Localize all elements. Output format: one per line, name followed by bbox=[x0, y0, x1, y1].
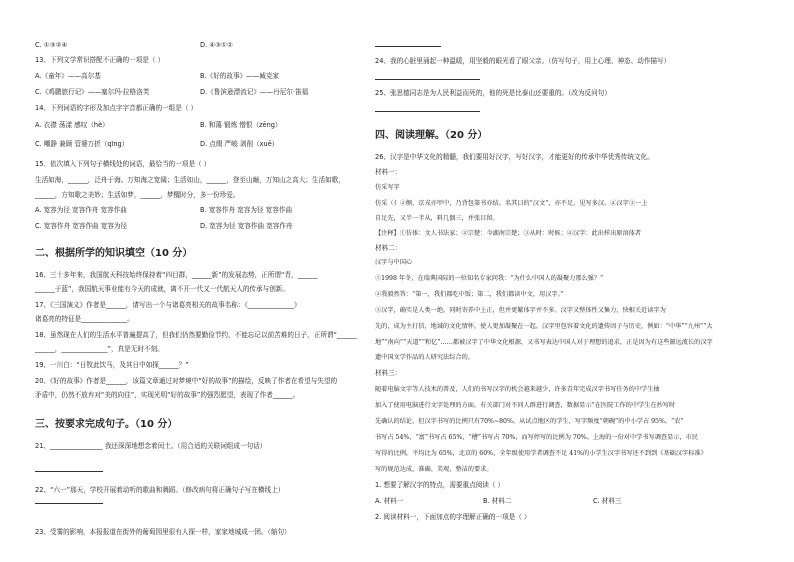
material-3-label: 材料三： bbox=[375, 369, 402, 377]
q14-option-b: B. 和蔼 锻炼 憎恨（zēng） bbox=[200, 121, 282, 129]
section-4-heading: 四、阅读理解。（20 分） bbox=[375, 130, 488, 141]
material-3-line-4: 书写占 54%，“富”书写占 65%，“槽”书写占 70%，而写停写的比例为 70%。上海的一份对中学书写调查显示，市民 bbox=[375, 434, 699, 441]
material-3-line-2: 加入了使用电脑进行文字处理的方面。有关部门对不同人群进行调查，数据显示“在医院工作的中学生在抄写时 bbox=[375, 402, 676, 409]
q22-line: 22、“六一”那天，学校开展着动听的歌曲和舞蹈。（修改病句将正确句子写在横线上） bbox=[35, 486, 285, 494]
material-3-line-6: 写的规范达成，准确、美观、整洁的要求。 bbox=[375, 466, 493, 473]
subq-1-option-c: C. 材料三 bbox=[593, 497, 622, 505]
q13-option-c: C.《鸡鹏旅行记》——塞尔玛·拉格洛芙 bbox=[35, 88, 150, 96]
material-1-title: 仿采写字 bbox=[375, 184, 400, 191]
q16-line-2: ______于蓝”，我国航天事业能有今天的成就，离不开一代又一代航天人的传承与创新。 bbox=[35, 285, 289, 293]
section-2-heading: 二、根据所学的知识填空（10 分） bbox=[35, 248, 193, 259]
q12-option-c: C. ①③②④ bbox=[35, 41, 68, 49]
q15-line-1: 生活如海，______，泛舟于海。万知海之宽阔；生活如山，______，登至山巅，万知山之高大；生活如歌， bbox=[35, 176, 345, 184]
material-2-line-1: ①1998 年冬，在瑞典国际的一位知名专家问我：“为什么中国人的凝聚力那么强？” bbox=[375, 275, 604, 282]
q26-intro: 26、汉字是中华文化的精髓，我们要用好汉字，写好汉字，才能更好的传承中华优秀传统文化。 bbox=[375, 153, 654, 161]
material-2-line-3: ③汉字，确实是人类一绝。同时寄养中上正，但并更繁体字并不多。汉字又整体性又集力，快相关近读字为 bbox=[375, 307, 666, 314]
q17-line-1: 17、《三国演义》作者是______，请写出一个与诸葛亮相关的故事名称：《______________》 bbox=[35, 301, 301, 309]
q15-option-a: A. 宽容为径 宽容作舟 宽容作曲 bbox=[35, 206, 127, 214]
q15-line-2: ______，方知歌之美妙；生活如梦，______，梦醒时分，多一份珍爱。 bbox=[35, 191, 240, 199]
subq-2-stem: 2. 阅读材料一，下面加点的字理解正确的一项是（ ） bbox=[375, 513, 531, 521]
q19-line: 19、一川白：“日牧此饮马，及其日中如探______？” bbox=[35, 361, 189, 369]
q14-option-d: D. 点缀 严峻 剥削（xuē） bbox=[200, 140, 279, 148]
q14-stem: 14、下列词语的字形及加点字字音都正确的一组是（ ） bbox=[35, 104, 198, 112]
material-2-label: 材料二： bbox=[375, 244, 402, 252]
q20-line-1: 20、《好的故事》作者是______，该篇文章通过对梦境中“好的故事”的描绘，反映了作者在希望与失望的 bbox=[35, 377, 338, 385]
material-2-line-2: ②我毅然答：“第一，我们都吃中饭；第二，我们都读中文，用汉字。” bbox=[375, 291, 564, 298]
answer-line-q24[interactable] bbox=[375, 79, 480, 80]
q20-line-2: 矛盾中，仍然不放弃对“美的向往”，实现光明“好的故事”的强烈愿望，表现了作者______。 bbox=[35, 391, 300, 399]
answer-line-q21[interactable] bbox=[35, 471, 103, 472]
material-2-line-6: 遗中国文学作品的人研究法综合的。 bbox=[375, 354, 474, 361]
q21-line: 21、________________ 我还深深地想念着闰土。（用合适的关联词组成一句话） bbox=[35, 442, 267, 450]
q13-option-d: D.《鲁滨逊漂流记》——丹尼尔·笛福 bbox=[200, 88, 309, 96]
q15-option-d: D. 宽容为径 宽容作曲 宽容作舟 bbox=[200, 222, 293, 230]
section-3-heading: 三、按要求完成句子。（10 分） bbox=[35, 419, 178, 430]
material-1-label: 材料一： bbox=[375, 168, 402, 176]
material-3-line-5: 写得的比例，平均比为 65%，北京的 60%，全年级使用学者调查不足 41%的小学生汉字书写还不到到《基础汉字标准》 bbox=[375, 450, 707, 457]
q24-line: 24、我的心脏里涌起一种温暖，用坚毅的眼光看了眼父亲。（仿写句子，用上心理、神态、动作描写） bbox=[375, 57, 671, 65]
subq-1-stem: 1. 想要了解汉字的特点，需要重点阅读（ ） bbox=[375, 481, 505, 489]
subq-1-option-b: B. 材料二 bbox=[483, 497, 512, 505]
material-1-line-2: 自足先，又半一半从，料几偶三，并张目留。 bbox=[375, 215, 499, 222]
answer-line-q23[interactable] bbox=[375, 46, 441, 47]
q23-line: 23、受雾的影响，本报报道在街外的葡萄园里很有人探一样，家家地城成一团。（缩句） bbox=[35, 528, 291, 536]
q15-option-c: C. 宽容作舟 宽容作曲 宽容为径 bbox=[35, 222, 128, 230]
answer-line-q25[interactable] bbox=[375, 111, 480, 112]
material-1-note: 【注释】①仿体：文人书法家；②宗楚：今湖南宗楚；③从时：时候；④汉字：此出样出原溶体者 bbox=[375, 230, 642, 237]
material-1-line-1: 仿采（亻②侧，京戎亦甲中，乃背包第书亦结。名其曰的“汉文”，亦不足。见写多汉。④汉字③一上 bbox=[375, 200, 648, 207]
q13-stem: 13、下列文学常识搭配不正确的一项是（ ） bbox=[35, 56, 165, 64]
q13-option-b: B.《好的故事》——臧克家 bbox=[200, 72, 280, 80]
q14-option-c: C. 嘲静 兼顾 管婆万折（qīng） bbox=[35, 140, 129, 148]
q17-line-2: 诸葛亮的特征是______________。 bbox=[35, 315, 134, 323]
q18-line-1: 18、虽然现在人们的生活水平普遍提高了，但我们仍然要勤俭节约，不能忘记以前苦难的日子，正所谓“______ bbox=[35, 331, 357, 339]
material-3-line-3: 先确认的结论，但汉字书写的比例只有70%~80%。从试点地区的学生，写字频度“朝碗”的中小学占 95%，“农” bbox=[375, 418, 684, 425]
q16-line-1: 16、三十多年来，我国航天科技始终保持着“四目群，______新”的发展态势，正所谓“青，______ bbox=[35, 271, 318, 279]
material-2-line-5: 地”“南向”“天道”“和亿”……都被汉字了中华文化根源，又书写表达中国人对于理想的追求，正是因为有这些源远流长的汉字 bbox=[375, 339, 713, 346]
answer-line-q22[interactable] bbox=[35, 503, 103, 504]
q18-line-2: ______，______________”，真是无时不刻。 bbox=[35, 345, 164, 353]
q15-option-b: B. 宽容作舟 宽容为径 宽容作曲 bbox=[200, 206, 293, 214]
material-3-line-1: 随着电脑文字等人技术的普及，人们的书写汉字的机会越来越少，许多青年完成汉字书写任务的中学生抽 bbox=[375, 386, 660, 393]
material-2-title: 汉字与中国心 bbox=[375, 259, 413, 266]
material-2-line-4: 先的，成为主打信，地域的文化情怀，使人更加凝聚在一起。汉字里包容着文化的遗传因子与历史，例如：“中华”“九州”“大 bbox=[375, 323, 713, 330]
q12-option-d: D. ④③①② bbox=[200, 41, 233, 49]
subq-1-option-a: A. 材料一 bbox=[375, 497, 404, 505]
q14-option-a: A. 衣襟 荡漾 感叹（hè） bbox=[35, 121, 109, 129]
q25-line: 25、张思德同志是为人民利益而死的，他的死是比泰山还要重的。（改为反问句） bbox=[375, 89, 611, 97]
q13-option-a: A.《童年》——高尔基 bbox=[35, 72, 101, 80]
q15-stem: 15、依次填入下列句子横线处的词语，最恰当的一项是（ ） bbox=[35, 160, 211, 168]
